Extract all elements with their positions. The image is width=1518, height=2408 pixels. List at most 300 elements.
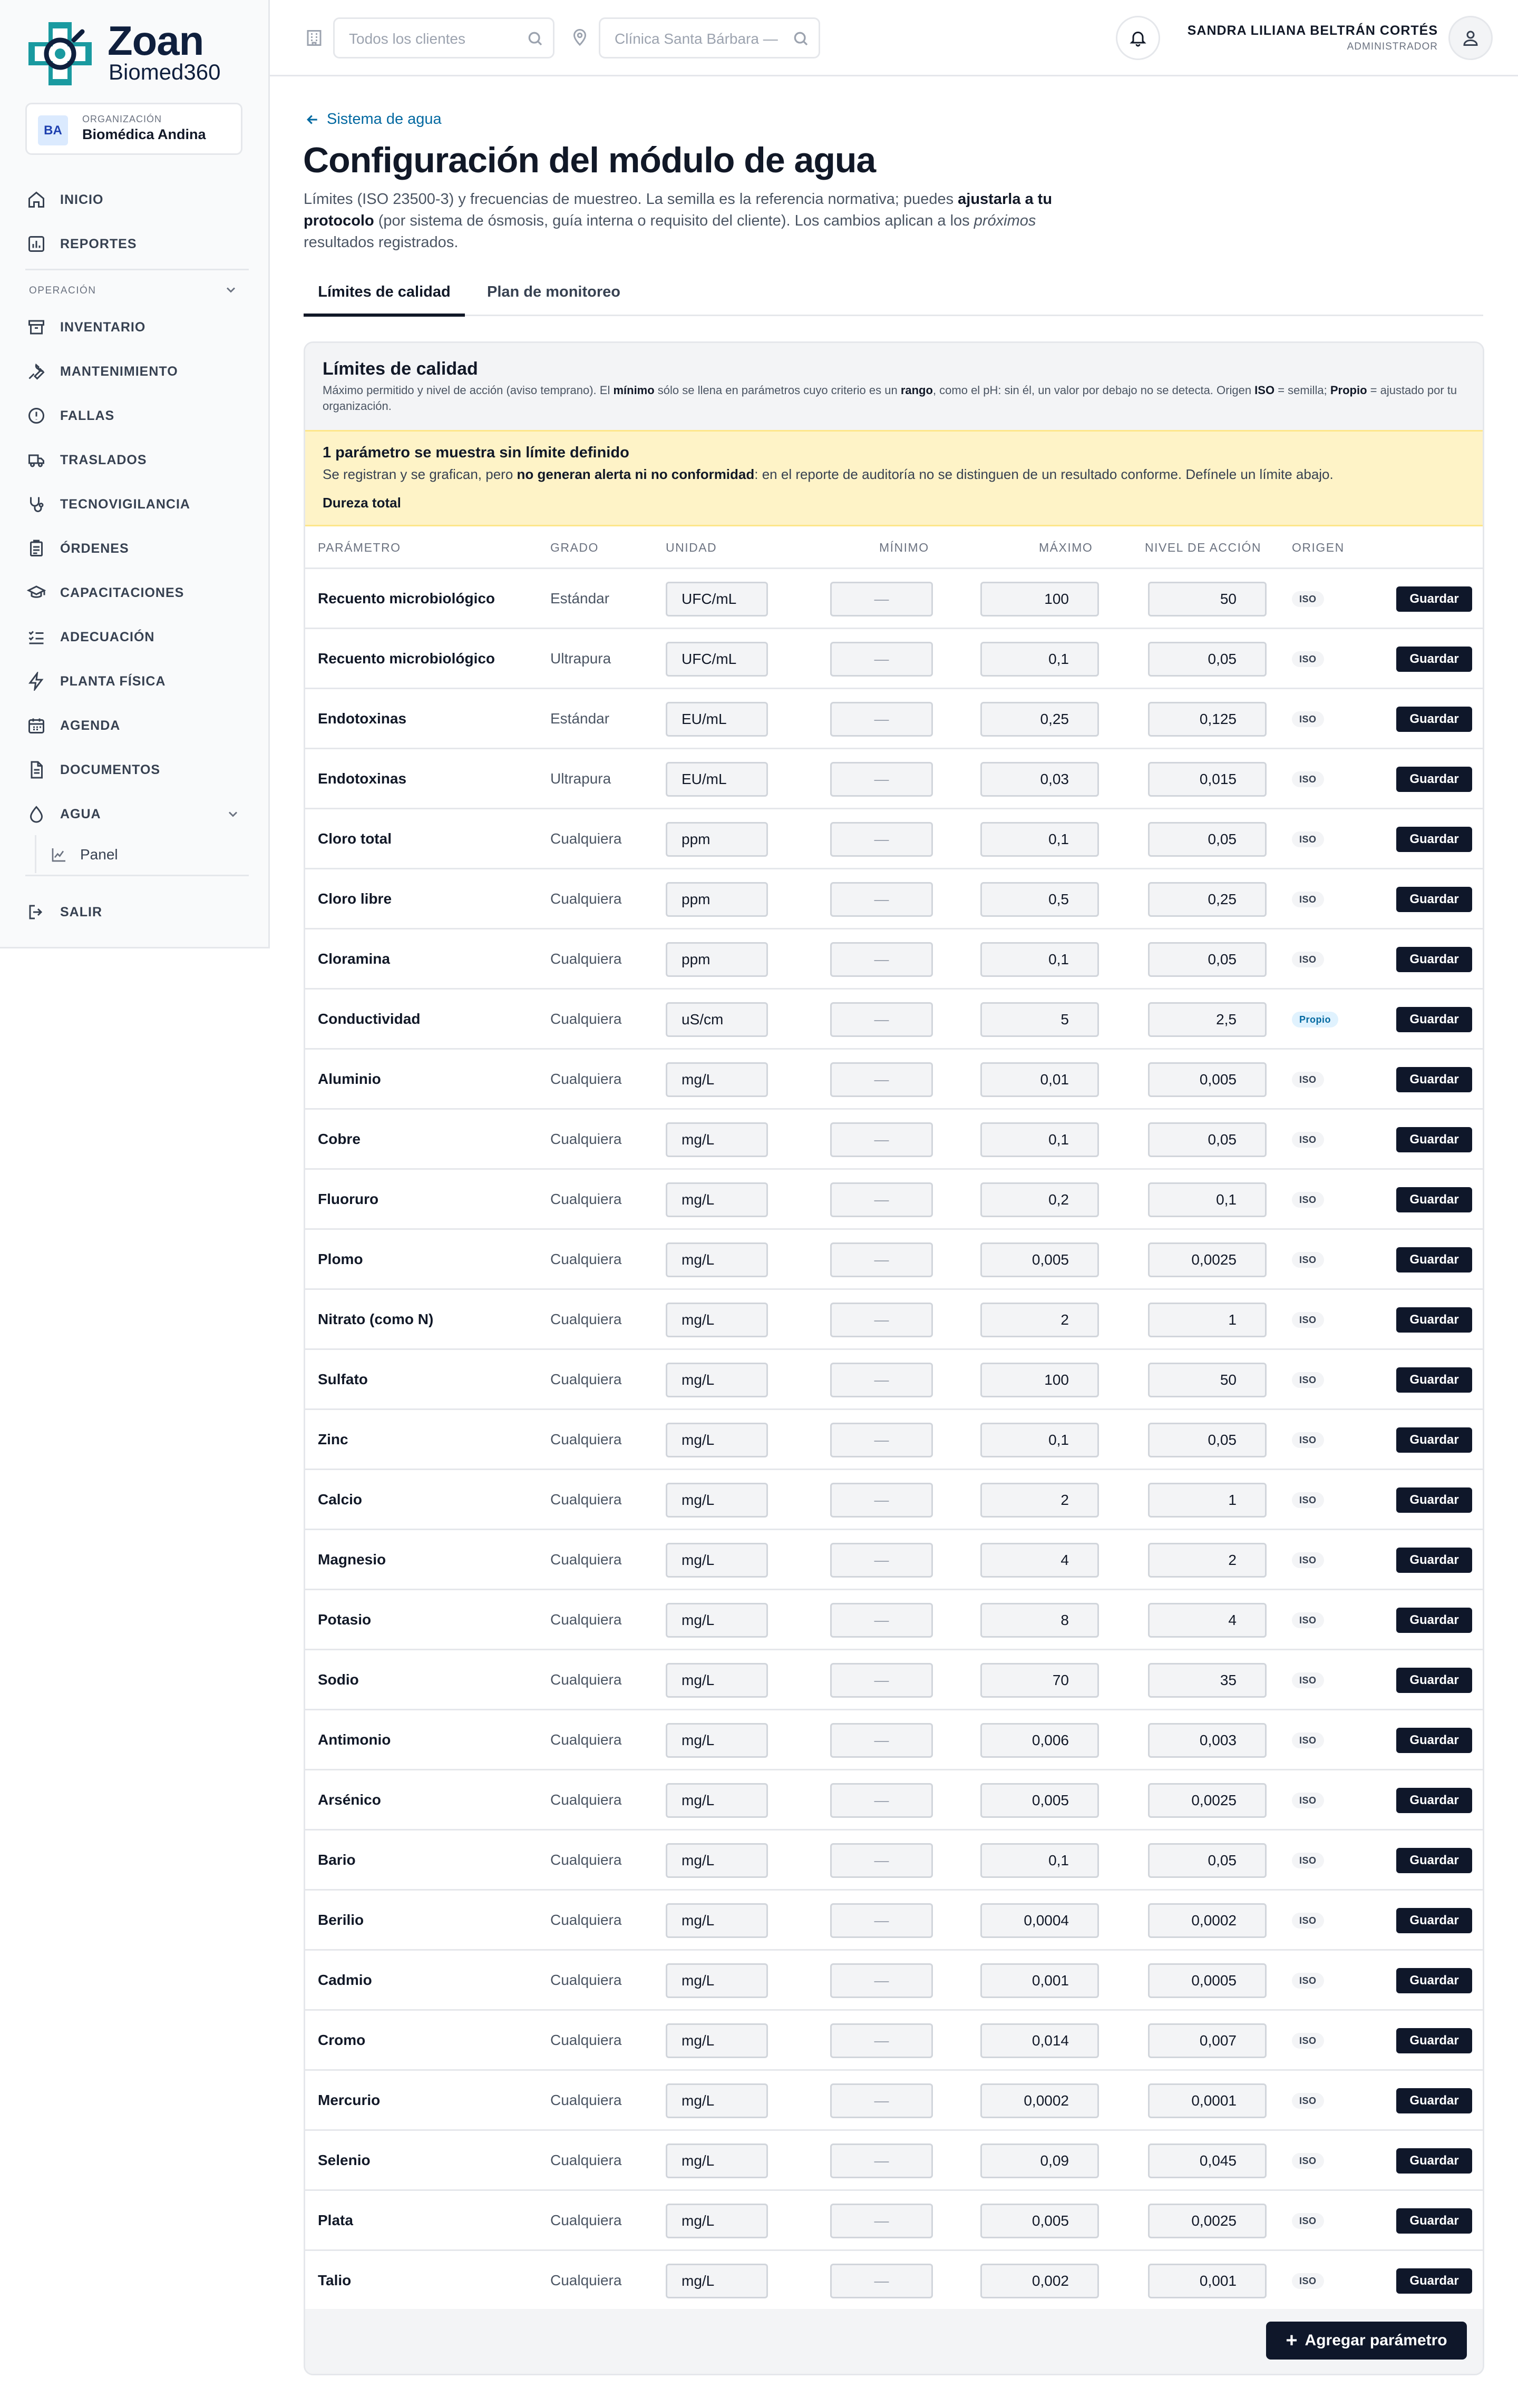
unit-field[interactable]: mg/L <box>666 1783 768 1818</box>
save-button[interactable]: Guardar <box>1396 2268 1472 2294</box>
nav-subitem-panel[interactable] <box>51 840 118 869</box>
min-field[interactable]: — <box>830 1603 933 1638</box>
save-button[interactable]: Guardar <box>1396 1067 1472 1092</box>
save-button[interactable]: Guardar <box>1396 1007 1472 1032</box>
save-button[interactable]: Guardar <box>1396 1487 1472 1513</box>
origin-badge: ISO <box>1292 1672 1324 1688</box>
nav-item-mantenimiento[interactable] <box>25 356 247 387</box>
min-field[interactable]: — <box>830 1723 933 1758</box>
action-level-field[interactable]: 0,125 <box>1148 702 1267 737</box>
map-pin-icon <box>570 27 589 46</box>
save-button[interactable]: Guardar <box>1396 2028 1472 2053</box>
param-grade: Ultrapura <box>550 650 611 667</box>
save-button[interactable]: Guardar <box>1396 1668 1472 1693</box>
notifications-button[interactable] <box>1116 16 1160 60</box>
max-field[interactable]: 0,5 <box>980 882 1099 917</box>
cross-logo-icon <box>25 19 95 89</box>
nav-item-agua[interactable] <box>25 798 247 830</box>
nav-label: TECNOVIGILANCIA <box>60 496 190 512</box>
unit-field[interactable]: mg/L <box>666 1903 768 1938</box>
client-search-input[interactable] <box>333 17 554 58</box>
param-name: Mercurio <box>318 2092 381 2108</box>
action-level-field[interactable]: 0,005 <box>1148 1062 1267 1097</box>
user-role: ADMINISTRADOR <box>1347 41 1438 52</box>
max-field[interactable]: 0,2 <box>980 1182 1099 1217</box>
origin-badge: ISO <box>1292 1973 1324 1989</box>
unit-field[interactable]: mg/L <box>666 2023 768 2058</box>
max-field[interactable]: 2 <box>980 1483 1099 1518</box>
origin-badge: ISO <box>1292 2153 1324 2169</box>
min-field[interactable]: — <box>830 1363 933 1397</box>
unit-field[interactable]: uS/cm <box>666 1002 768 1037</box>
action-level-field[interactable]: 0,045 <box>1148 2143 1267 2178</box>
nav-label: AGENDA <box>60 718 121 733</box>
param-name: Endotoxinas <box>318 770 407 787</box>
action-level-field[interactable]: 0,0002 <box>1148 1903 1267 1938</box>
column-header-param: PARÁMETRO <box>318 541 401 554</box>
save-button[interactable]: Guardar <box>1396 2208 1472 2234</box>
origin-badge: ISO <box>1292 2213 1324 2229</box>
param-name: Cromo <box>318 2032 366 2048</box>
min-field[interactable]: — <box>830 2083 933 2118</box>
param-grade: Cualquiera <box>550 1731 622 1748</box>
min-field[interactable]: — <box>830 822 933 857</box>
origin-badge: ISO <box>1292 1192 1324 1208</box>
back-link[interactable] <box>305 111 442 128</box>
origin-badge: ISO <box>1292 892 1324 907</box>
min-field[interactable]: — <box>830 1062 933 1097</box>
max-field[interactable]: 8 <box>980 1603 1099 1638</box>
save-button[interactable]: Guardar <box>1396 647 1472 672</box>
user-avatar-button[interactable] <box>1448 16 1493 60</box>
action-level-field[interactable]: 0,003 <box>1148 1723 1267 1758</box>
lightning-icon <box>25 670 47 692</box>
table-row <box>305 2071 1483 2131</box>
action-level-field[interactable]: 0,001 <box>1148 2264 1267 2298</box>
max-field[interactable]: 0,01 <box>980 1062 1099 1097</box>
table-row <box>305 1050 1483 1110</box>
logout-icon <box>25 901 47 923</box>
max-field[interactable]: 0,006 <box>980 1723 1099 1758</box>
param-name: Recuento microbiológico <box>318 590 495 606</box>
action-level-field[interactable]: 50 <box>1148 1363 1267 1397</box>
origin-badge: ISO <box>1292 1732 1324 1748</box>
min-field[interactable]: — <box>830 2264 933 2298</box>
unit-field[interactable]: EU/mL <box>666 762 768 797</box>
building-icon <box>305 28 324 47</box>
param-grade: Cualquiera <box>550 1671 622 1688</box>
min-field[interactable]: — <box>830 1543 933 1578</box>
back-link-label: Sistema de agua <box>327 111 442 128</box>
max-field[interactable]: 0,03 <box>980 762 1099 797</box>
add-parameter-label: Agregar parámetro <box>1305 2332 1447 2349</box>
param-grade: Cualquiera <box>550 1491 622 1508</box>
min-field[interactable]: — <box>830 1002 933 1037</box>
table-row <box>305 1230 1483 1290</box>
param-grade: Cualquiera <box>550 2212 622 2228</box>
param-grade: Cualquiera <box>550 2032 622 2048</box>
min-field[interactable]: — <box>830 762 933 797</box>
max-field[interactable]: 0,1 <box>980 1122 1099 1157</box>
nav-label: MANTENIMIENTO <box>60 364 178 379</box>
action-level-field[interactable]: 0,0025 <box>1148 1242 1267 1277</box>
action-level-field[interactable]: 0,05 <box>1148 942 1267 977</box>
min-field[interactable]: — <box>830 1843 933 1878</box>
action-level-field[interactable]: 0,0025 <box>1148 1783 1267 1818</box>
sidebar-divider <box>25 269 249 270</box>
max-field[interactable]: 0,002 <box>980 2264 1099 2298</box>
unit-field[interactable]: mg/L <box>666 1723 768 1758</box>
param-grade: Cualquiera <box>550 890 622 907</box>
max-field[interactable]: 5 <box>980 1002 1099 1037</box>
sidebar <box>0 0 270 948</box>
column-header-origin: ORIGEN <box>1292 541 1345 554</box>
param-grade: Cualquiera <box>550 2152 622 2168</box>
unit-field[interactable]: mg/L <box>666 1363 768 1397</box>
clipboard-icon <box>25 537 47 560</box>
param-name: Cobre <box>318 1131 361 1147</box>
action-level-field[interactable]: 0,007 <box>1148 2023 1267 2058</box>
table-row <box>305 1770 1483 1831</box>
nav-item-inicio[interactable] <box>25 184 247 216</box>
max-field[interactable]: 0,25 <box>980 702 1099 737</box>
unit-field[interactable]: ppm <box>666 942 768 977</box>
site-search-input[interactable] <box>599 17 820 58</box>
unit-field[interactable]: mg/L <box>666 1242 768 1277</box>
param-name: Zinc <box>318 1431 348 1447</box>
unit-field[interactable]: mg/L <box>666 2204 768 2238</box>
save-button[interactable]: Guardar <box>1396 1127 1472 1152</box>
save-button[interactable]: Guardar <box>1396 1728 1472 1753</box>
table-row <box>305 1110 1483 1170</box>
origin-badge: ISO <box>1292 1312 1324 1328</box>
param-name: Recuento microbiológico <box>318 650 495 667</box>
card-header <box>305 343 1483 430</box>
param-grade: Cualquiera <box>550 1371 622 1387</box>
save-button[interactable]: Guardar <box>1396 947 1472 972</box>
param-name: Berilio <box>318 1912 364 1928</box>
param-name: Plomo <box>318 1251 363 1267</box>
save-button[interactable]: Guardar <box>1396 2088 1472 2113</box>
origin-badge: ISO <box>1292 1252 1324 1268</box>
action-level-field[interactable]: 35 <box>1148 1663 1267 1698</box>
max-field[interactable]: 0,005 <box>980 1783 1099 1818</box>
nav-item-ordenes[interactable] <box>25 533 247 564</box>
nav-item-inventario[interactable] <box>25 311 247 343</box>
action-level-field[interactable]: 2 <box>1148 1543 1267 1578</box>
save-button[interactable]: Guardar <box>1396 767 1472 792</box>
max-field[interactable]: 0,1 <box>980 822 1099 857</box>
param-grade: Cualquiera <box>550 1912 622 1928</box>
max-field[interactable]: 70 <box>980 1663 1099 1698</box>
param-grade: Cualquiera <box>550 1191 622 1207</box>
table-row <box>305 1470 1483 1530</box>
unit-field[interactable]: mg/L <box>666 1543 768 1578</box>
save-button[interactable]: Guardar <box>1396 1968 1472 1993</box>
table-row <box>305 629 1483 689</box>
warning-parameter: Dureza total <box>323 495 401 511</box>
tab-limites-de-calidad[interactable]: Límites de calidad <box>304 283 465 317</box>
max-field[interactable]: 100 <box>980 1363 1099 1397</box>
nav-label: DOCUMENTOS <box>60 762 161 777</box>
top-bar <box>270 0 1518 76</box>
save-button[interactable]: Guardar <box>1396 586 1472 612</box>
save-button[interactable]: Guardar <box>1396 887 1472 912</box>
arrow-left-icon <box>305 112 320 128</box>
nav-item-traslados[interactable] <box>25 444 247 476</box>
min-field[interactable]: — <box>830 1122 933 1157</box>
table-row <box>305 569 1483 629</box>
unit-field[interactable]: mg/L <box>666 1483 768 1518</box>
checklist-icon <box>25 626 47 648</box>
unit-field[interactable]: mg/L <box>666 2264 768 2298</box>
truck-icon <box>25 449 47 471</box>
nav-label: SALIR <box>60 904 102 919</box>
nav-label: FALLAS <box>60 408 115 423</box>
table-row <box>305 1350 1483 1410</box>
table-row <box>305 869 1483 929</box>
param-grade: Cualquiera <box>550 2272 622 2288</box>
action-level-field[interactable]: 1 <box>1148 1303 1267 1337</box>
nav-item-salir[interactable] <box>25 896 247 928</box>
origin-badge: ISO <box>1292 1492 1324 1508</box>
max-field[interactable]: 0,005 <box>980 2204 1099 2238</box>
origin-badge: ISO <box>1292 711 1324 727</box>
save-button[interactable]: Guardar <box>1396 1247 1472 1272</box>
unit-field[interactable]: mg/L <box>666 2083 768 2118</box>
save-button[interactable]: Guardar <box>1396 1427 1472 1453</box>
action-level-field[interactable]: 50 <box>1148 582 1267 616</box>
param-grade: Cualquiera <box>550 1251 622 1267</box>
min-field[interactable]: — <box>830 942 933 977</box>
unit-field[interactable]: mg/L <box>666 1843 768 1878</box>
origin-badge: ISO <box>1292 1132 1324 1148</box>
table-row <box>305 749 1483 809</box>
home-icon <box>25 189 47 211</box>
table-row <box>305 2191 1483 2251</box>
origin-badge: ISO <box>1292 1072 1324 1088</box>
action-level-field[interactable]: 0,05 <box>1148 822 1267 857</box>
min-field[interactable]: — <box>830 1783 933 1818</box>
unit-field[interactable]: ppm <box>666 822 768 857</box>
action-level-field[interactable]: 0,0001 <box>1148 2083 1267 2118</box>
droplet-icon <box>25 803 47 825</box>
max-field[interactable]: 0,1 <box>980 1423 1099 1457</box>
min-field[interactable]: — <box>830 1903 933 1938</box>
min-field[interactable]: — <box>830 2143 933 2178</box>
min-field[interactable]: — <box>830 1483 933 1518</box>
param-name: Talio <box>318 2272 352 2288</box>
param-name: Magnesio <box>318 1551 386 1568</box>
client-search-placeholder: Todos los clientes <box>349 31 466 47</box>
param-grade: Cualquiera <box>550 2092 622 2108</box>
nav-label: INICIO <box>60 192 104 207</box>
param-name: Fluoruro <box>318 1191 379 1207</box>
origin-badge: ISO <box>1292 1372 1324 1388</box>
max-field[interactable]: 0,0004 <box>980 1903 1099 1938</box>
unit-field[interactable]: mg/L <box>666 1603 768 1638</box>
search-icon <box>527 30 543 47</box>
param-name: Calcio <box>318 1491 363 1508</box>
page-title: Configuración del módulo de agua <box>303 140 876 180</box>
nav-item-reportes[interactable] <box>25 228 247 260</box>
min-field[interactable]: — <box>830 1963 933 1998</box>
action-level-field[interactable]: 0,0025 <box>1148 2204 1267 2238</box>
max-field[interactable]: 0,005 <box>980 1242 1099 1277</box>
origin-badge: ISO <box>1292 831 1324 847</box>
unit-field[interactable]: mg/L <box>666 1423 768 1457</box>
min-field[interactable]: — <box>830 1423 933 1457</box>
save-button[interactable]: Guardar <box>1396 1908 1472 1933</box>
action-level-field[interactable]: 0,0005 <box>1148 1963 1267 1998</box>
save-button[interactable]: Guardar <box>1396 1608 1472 1633</box>
param-name: Cloro libre <box>318 890 392 907</box>
save-button[interactable]: Guardar <box>1396 1187 1472 1212</box>
nav-item-adecuacion[interactable] <box>25 621 247 653</box>
unit-field[interactable]: mg/L <box>666 2143 768 2178</box>
action-level-field[interactable]: 2,5 <box>1148 1002 1267 1037</box>
min-field[interactable]: — <box>830 642 933 677</box>
save-button[interactable]: Guardar <box>1396 2148 1472 2174</box>
action-level-field[interactable]: 1 <box>1148 1483 1267 1518</box>
brand-logo[interactable] <box>25 19 247 90</box>
max-field[interactable]: 0,1 <box>980 642 1099 677</box>
min-field[interactable]: — <box>830 1242 933 1277</box>
save-button[interactable]: Guardar <box>1396 827 1472 852</box>
nav-item-documentos[interactable] <box>25 754 247 786</box>
action-level-field[interactable]: 0,015 <box>1148 762 1267 797</box>
nav-label: REPORTES <box>60 236 137 251</box>
param-name: Plata <box>318 2212 353 2228</box>
action-level-field[interactable]: 0,05 <box>1148 642 1267 677</box>
nav-item-fallas[interactable] <box>25 400 247 432</box>
param-name: Arsénico <box>318 1792 381 1808</box>
max-field[interactable]: 2 <box>980 1303 1099 1337</box>
max-field[interactable]: 0,09 <box>980 2143 1099 2178</box>
org-kicker: ORGANIZACIÓN <box>82 114 162 124</box>
tabs <box>304 274 1483 316</box>
unit-field[interactable]: mg/L <box>666 1303 768 1337</box>
param-name: Endotoxinas <box>318 710 407 727</box>
max-field[interactable]: 0,0002 <box>980 2083 1099 2118</box>
action-level-field[interactable]: 0,05 <box>1148 1423 1267 1457</box>
unit-field[interactable]: UFC/mL <box>666 582 768 616</box>
nav-label: CAPACITACIONES <box>60 585 184 600</box>
unit-field[interactable]: mg/L <box>666 1062 768 1097</box>
origin-badge: ISO <box>1292 1913 1324 1929</box>
action-level-field[interactable]: 0,25 <box>1148 882 1267 917</box>
column-header-grade: GRADO <box>550 541 599 554</box>
min-field[interactable]: — <box>830 702 933 737</box>
min-field[interactable]: — <box>830 1303 933 1337</box>
table-row <box>305 809 1483 869</box>
origin-badge: ISO <box>1292 952 1324 967</box>
param-name: Aluminio <box>318 1071 381 1087</box>
save-button[interactable]: Guardar <box>1396 1788 1472 1813</box>
max-field[interactable]: 100 <box>980 582 1099 616</box>
param-grade: Cualquiera <box>550 1131 622 1147</box>
limits-card <box>304 341 1484 2375</box>
action-level-field[interactable]: 0,05 <box>1148 1843 1267 1878</box>
add-parameter-button[interactable] <box>1266 2322 1467 2360</box>
nav-item-tecnovigilancia[interactable] <box>25 488 247 520</box>
max-field[interactable]: 0,014 <box>980 2023 1099 2058</box>
save-button[interactable]: Guardar <box>1396 1367 1472 1393</box>
org-switcher[interactable] <box>25 103 242 155</box>
param-grade: Cualquiera <box>550 1611 622 1628</box>
max-field[interactable]: 0,1 <box>980 942 1099 977</box>
param-name: Conductividad <box>318 1011 421 1027</box>
min-field[interactable]: — <box>830 2204 933 2238</box>
unit-field[interactable]: UFC/mL <box>666 642 768 677</box>
min-field[interactable]: — <box>830 1182 933 1217</box>
nav-label: AGUA <box>60 806 101 821</box>
brand-subtitle: Biomed360 <box>109 60 221 84</box>
column-header-max: MÁXIMO <box>1039 541 1093 554</box>
origin-badge: ISO <box>1292 1853 1324 1868</box>
save-button[interactable]: Guardar <box>1396 707 1472 732</box>
nav-label: PLANTA FÍSICA <box>60 673 166 689</box>
submenu-guide-line <box>35 835 36 873</box>
action-level-field[interactable]: 4 <box>1148 1603 1267 1638</box>
min-field[interactable]: — <box>830 1663 933 1698</box>
action-level-field[interactable]: 0,1 <box>1148 1182 1267 1217</box>
max-field[interactable]: 0,001 <box>980 1963 1099 1998</box>
table-row <box>305 1530 1483 1590</box>
param-grade: Cualquiera <box>550 1431 622 1447</box>
origin-badge: ISO <box>1292 1552 1324 1568</box>
min-field[interactable]: — <box>830 882 933 917</box>
nav-item-capacitaciones[interactable] <box>25 577 247 609</box>
nav-item-agenda[interactable] <box>25 710 247 741</box>
max-field[interactable]: 0,1 <box>980 1843 1099 1878</box>
action-level-field[interactable]: 0,05 <box>1148 1122 1267 1157</box>
param-name: Cloramina <box>318 951 390 967</box>
user-name: SANDRA LILIANA BELTRÁN CORTÉS <box>1187 23 1438 38</box>
unit-field[interactable]: ppm <box>666 882 768 917</box>
nav-label: ÓRDENES <box>60 541 129 556</box>
min-field[interactable]: — <box>830 582 933 616</box>
table-row <box>305 1710 1483 1770</box>
nav-label: ADECUACIÓN <box>60 629 155 644</box>
unit-field[interactable]: mg/L <box>666 1122 768 1157</box>
table-row <box>305 1290 1483 1350</box>
table-row <box>305 1410 1483 1470</box>
wrench-icon <box>25 360 47 383</box>
table-row <box>305 990 1483 1050</box>
nav-item-planta-fisica[interactable] <box>25 665 247 697</box>
missing-limit-warning <box>305 430 1483 526</box>
unit-field[interactable]: mg/L <box>666 1182 768 1217</box>
param-grade: Cualquiera <box>550 1311 622 1327</box>
tab-plan-de-monitoreo[interactable]: Plan de monitoreo <box>487 283 620 300</box>
save-button[interactable]: Guardar <box>1396 1848 1472 1873</box>
chevron-down-icon[interactable] <box>223 282 238 297</box>
save-button[interactable]: Guardar <box>1396 1307 1472 1333</box>
min-field[interactable]: — <box>830 2023 933 2058</box>
table-row <box>305 2251 1483 2311</box>
max-field[interactable]: 4 <box>980 1543 1099 1578</box>
param-name: Sodio <box>318 1671 359 1688</box>
origin-badge: ISO <box>1292 591 1324 607</box>
unit-field[interactable]: mg/L <box>666 1663 768 1698</box>
save-button[interactable]: Guardar <box>1396 1548 1472 1573</box>
alert-circle-icon <box>25 405 47 427</box>
origin-badge: ISO <box>1292 1793 1324 1808</box>
origin-badge: Propio <box>1292 1012 1338 1027</box>
unit-field[interactable]: mg/L <box>666 1963 768 1998</box>
unit-field[interactable]: EU/mL <box>666 702 768 737</box>
